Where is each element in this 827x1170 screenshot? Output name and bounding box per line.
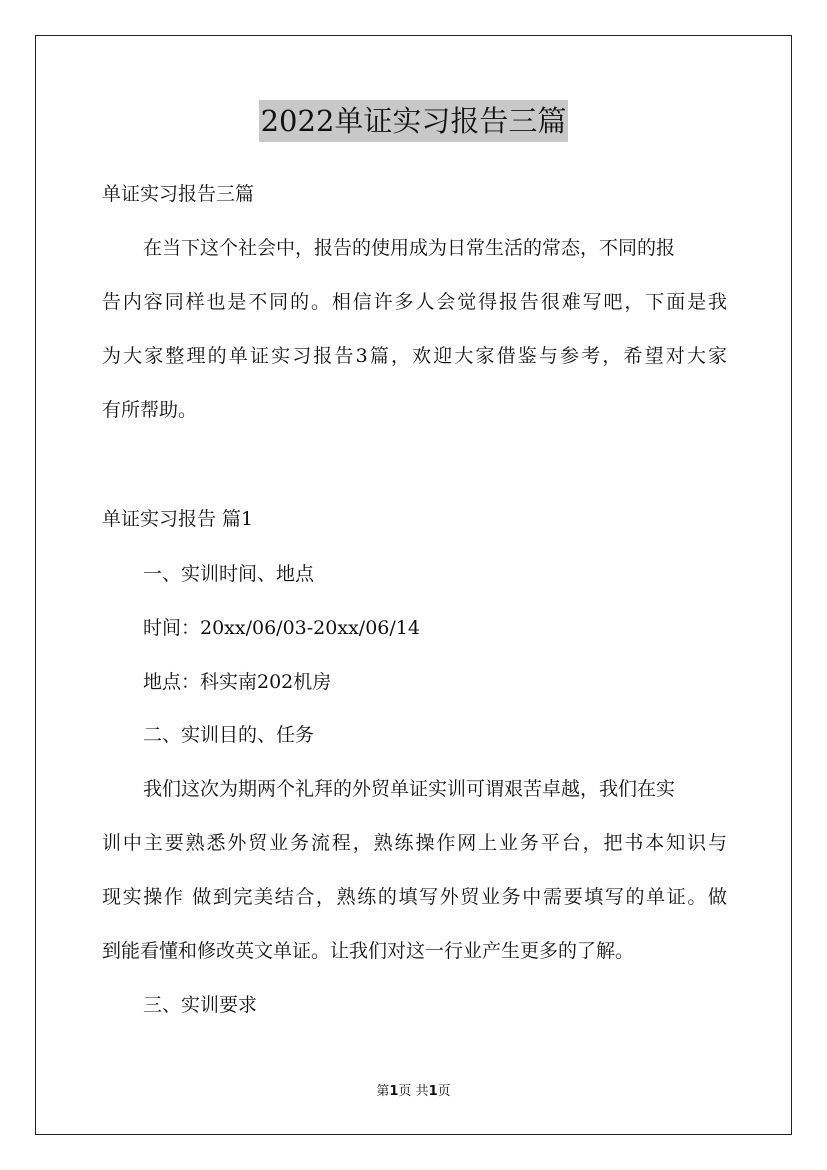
time-line: 时间：20xx/06/03-20xx/06/14 [143,617,420,639]
intro-line-4: 有所帮助。 [102,399,198,421]
footer-page-number: 1 [389,1084,399,1099]
footer-prefix: 第 [376,1084,390,1099]
document-title: 2022单证实习报告三篇 [259,100,569,142]
intro-line-3: 为大家整理的单证实习报告3篇，欢迎大家借鉴与参考，希望对大家 [102,345,727,367]
body-line-4: 到能看懂和修改英文单证。让我们对这一行业产生更多的了解。 [102,940,635,962]
footer-suffix: 页 [437,1084,451,1099]
list-item-1: 一、实训时间、地点 [143,563,315,585]
intro-line-1: 在当下这个社会中，报告的使用成为日常生活的常态，不同的报 [143,237,676,259]
list-item-3: 三、实训要求 [143,994,258,1016]
list-item-2: 二、实训目的、任务 [143,724,315,746]
section-heading: 单证实习报告 篇1 [102,508,254,530]
footer-page-total: 1 [428,1084,438,1099]
intro-line-2: 告内容同样也是不同的。相信许多人会觉得报告很难写吧，下面是我 [102,291,727,313]
footer-mid: 页 共 [398,1084,429,1099]
page-footer [0,1084,827,1100]
body-line-2: 训中主要熟悉外贸业务流程，熟练操作网上业务平台，把书本知识与 [102,832,727,854]
document-subtitle: 单证实习报告三篇 [102,183,255,205]
place-line: 地点：科实南202机房 [143,671,332,693]
document-title-wrapper [0,100,827,142]
body-line-1: 我们这次为期两个礼拜的外贸单证实训可谓艰苦卓越，我们在实 [143,778,676,800]
body-line-3: 现实操作 做到完美结合，熟练的填写外贸业务中需要填写的单证。做 [102,886,727,908]
